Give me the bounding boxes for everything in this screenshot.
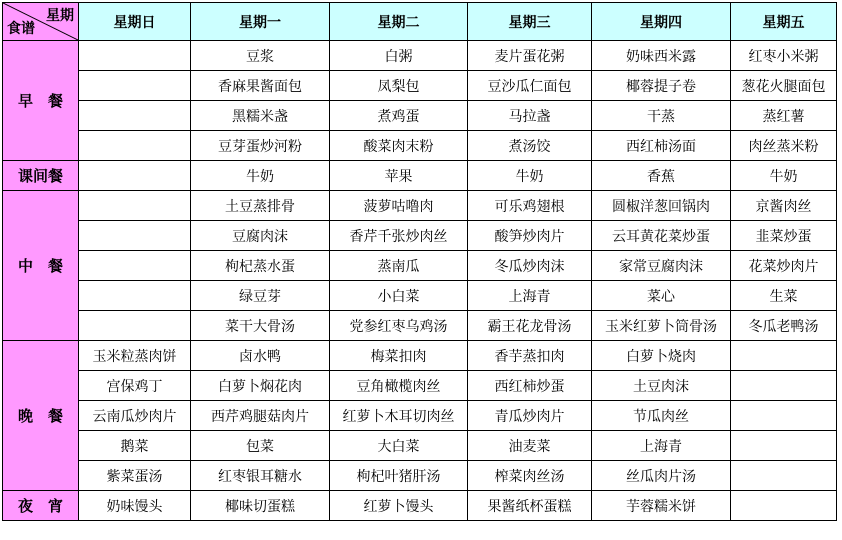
dish-cell: 上海青 [468,281,592,311]
dish-cell: 奶味西米露 [592,41,731,71]
dish-cell: 香芹千张炒肉丝 [330,221,468,251]
menu-row [3,401,837,431]
menu-row [3,131,837,161]
corner-top-label: 星期 [46,8,74,24]
menu-row [3,431,837,461]
dish-cell: 果酱纸杯蛋糕 [468,491,592,521]
menu-row [3,161,837,191]
dish-cell: 油麦菜 [468,431,592,461]
menu-row [3,491,837,521]
dish-cell: 土豆蒸排骨 [191,191,330,221]
dish-cell: 牛奶 [468,161,592,191]
meal-label: 晚 餐 [3,341,79,491]
day-header-mon: 星期一 [191,3,330,41]
dish-cell: 香麻果酱面包 [191,71,330,101]
menu-row [3,461,837,491]
dish-cell: 红枣小米粥 [731,41,837,71]
dish-cell: 葱花火腿面包 [731,71,837,101]
dish-cell: 西红柿汤面 [592,131,731,161]
menu-row [3,101,837,131]
dish-cell: 香芋蒸扣肉 [468,341,592,371]
dish-cell: 京酱肉丝 [731,191,837,221]
dish-cell: 可乐鸡翅根 [468,191,592,221]
dish-cell: 红枣银耳糖水 [191,461,330,491]
dish-cell: 霸王花龙骨汤 [468,311,592,341]
dish-cell: 枸杞叶猪肝汤 [330,461,468,491]
dish-cell [731,341,837,371]
dish-cell: 绿豆芽 [191,281,330,311]
dish-cell: 西红柿炒蛋 [468,371,592,401]
dish-cell [731,401,837,431]
dish-cell: 紫菜蛋汤 [79,461,191,491]
dish-cell: 包菜 [191,431,330,461]
day-header-tue: 星期二 [330,3,468,41]
dish-cell: 豆沙瓜仁面包 [468,71,592,101]
dish-cell [731,431,837,461]
dish-cell [731,371,837,401]
dish-cell: 椰味切蛋糕 [191,491,330,521]
dish-cell: 凤梨包 [330,71,468,101]
meal-label: 早 餐 [3,41,79,161]
dish-cell: 枸杞蒸水蛋 [191,251,330,281]
dish-cell: 白粥 [330,41,468,71]
dish-cell: 酸菜肉末粉 [330,131,468,161]
dish-cell: 云南瓜炒肉片 [79,401,191,431]
meal-label: 中 餐 [3,191,79,341]
dish-cell [79,101,191,131]
menu-row [3,41,837,71]
dish-cell: 肉丝蒸米粉 [731,131,837,161]
day-header-wed: 星期三 [468,3,592,41]
dish-cell: 芋蓉糯米饼 [592,491,731,521]
dish-cell: 丝瓜肉片汤 [592,461,731,491]
dish-cell: 豆角橄榄肉丝 [330,371,468,401]
dish-cell: 菜干大骨汤 [191,311,330,341]
dish-cell [79,41,191,71]
dish-cell: 干蒸 [592,101,731,131]
dish-cell [731,461,837,491]
dish-cell: 豆浆 [191,41,330,71]
dish-cell: 蒸红薯 [731,101,837,131]
dish-cell: 西芹鸡腿菇肉片 [191,401,330,431]
menu-row [3,311,837,341]
dish-cell [731,491,837,521]
menu-row [3,221,837,251]
dish-cell: 酸笋炒肉片 [468,221,592,251]
dish-cell: 苹果 [330,161,468,191]
dish-cell: 冬瓜老鸭汤 [731,311,837,341]
menu-row [3,281,837,311]
dish-cell: 红萝卜木耳切肉丝 [330,401,468,431]
menu-body [3,3,837,521]
dish-cell: 奶味馒头 [79,491,191,521]
dish-cell: 豆芽蛋炒河粉 [191,131,330,161]
dish-cell: 豆腐肉沫 [191,221,330,251]
header-row [3,3,837,41]
menu-row [3,191,837,221]
dish-cell: 家常豆腐肉沫 [592,251,731,281]
menu-row [3,341,837,371]
dish-cell: 牛奶 [191,161,330,191]
dish-cell: 梅菜扣肉 [330,341,468,371]
dish-cell: 煮鸡蛋 [330,101,468,131]
dish-cell: 云耳黄花菜炒蛋 [592,221,731,251]
dish-cell: 白萝卜烧肉 [592,341,731,371]
dish-cell: 韭菜炒蛋 [731,221,837,251]
dish-cell [79,221,191,251]
dish-cell: 冬瓜炒肉沫 [468,251,592,281]
dish-cell: 玉米红萝卜筒骨汤 [592,311,731,341]
dish-cell: 马拉盏 [468,101,592,131]
dish-cell: 黑糯米盏 [191,101,330,131]
dish-cell: 圆椒洋葱回锅肉 [592,191,731,221]
dish-cell: 香蕉 [592,161,731,191]
dish-cell: 红萝卜馒头 [330,491,468,521]
dish-cell [79,131,191,161]
dish-cell [79,251,191,281]
dish-cell: 党参红枣乌鸡汤 [330,311,468,341]
dish-cell: 卤水鸭 [191,341,330,371]
dish-cell: 青瓜炒肉片 [468,401,592,431]
dish-cell: 蒸南瓜 [330,251,468,281]
dish-cell: 小白菜 [330,281,468,311]
meal-label: 夜 宵 [3,491,79,521]
dish-cell: 上海青 [592,431,731,461]
dish-cell [79,191,191,221]
dish-cell [79,281,191,311]
dish-cell: 榨菜肉丝汤 [468,461,592,491]
dish-cell: 大白菜 [330,431,468,461]
day-header-fri: 星期五 [731,3,837,41]
corner-bottom-label: 食谱 [7,21,35,37]
dish-cell [79,161,191,191]
dish-cell: 玉米粒蒸肉饼 [79,341,191,371]
dish-cell: 菜心 [592,281,731,311]
dish-cell: 花菜炒肉片 [731,251,837,281]
dish-cell: 麦片蛋花粥 [468,41,592,71]
menu-row [3,71,837,101]
dish-cell: 煮汤饺 [468,131,592,161]
dish-cell [79,311,191,341]
dish-cell: 节瓜肉丝 [592,401,731,431]
day-header-sun: 星期日 [79,3,191,41]
dish-cell: 宫保鸡丁 [79,371,191,401]
dish-cell: 椰蓉提子卷 [592,71,731,101]
corner-cell [3,3,79,41]
menu-row [3,371,837,401]
dish-cell: 牛奶 [731,161,837,191]
dish-cell [79,71,191,101]
dish-cell: 土豆肉沫 [592,371,731,401]
menu-table [2,2,837,521]
dish-cell: 生菜 [731,281,837,311]
dish-cell: 鹅菜 [79,431,191,461]
menu-row [3,251,837,281]
meal-label: 课间餐 [3,161,79,191]
dish-cell: 菠萝咕噜肉 [330,191,468,221]
dish-cell: 白萝卜焖花肉 [191,371,330,401]
day-header-thu: 星期四 [592,3,731,41]
